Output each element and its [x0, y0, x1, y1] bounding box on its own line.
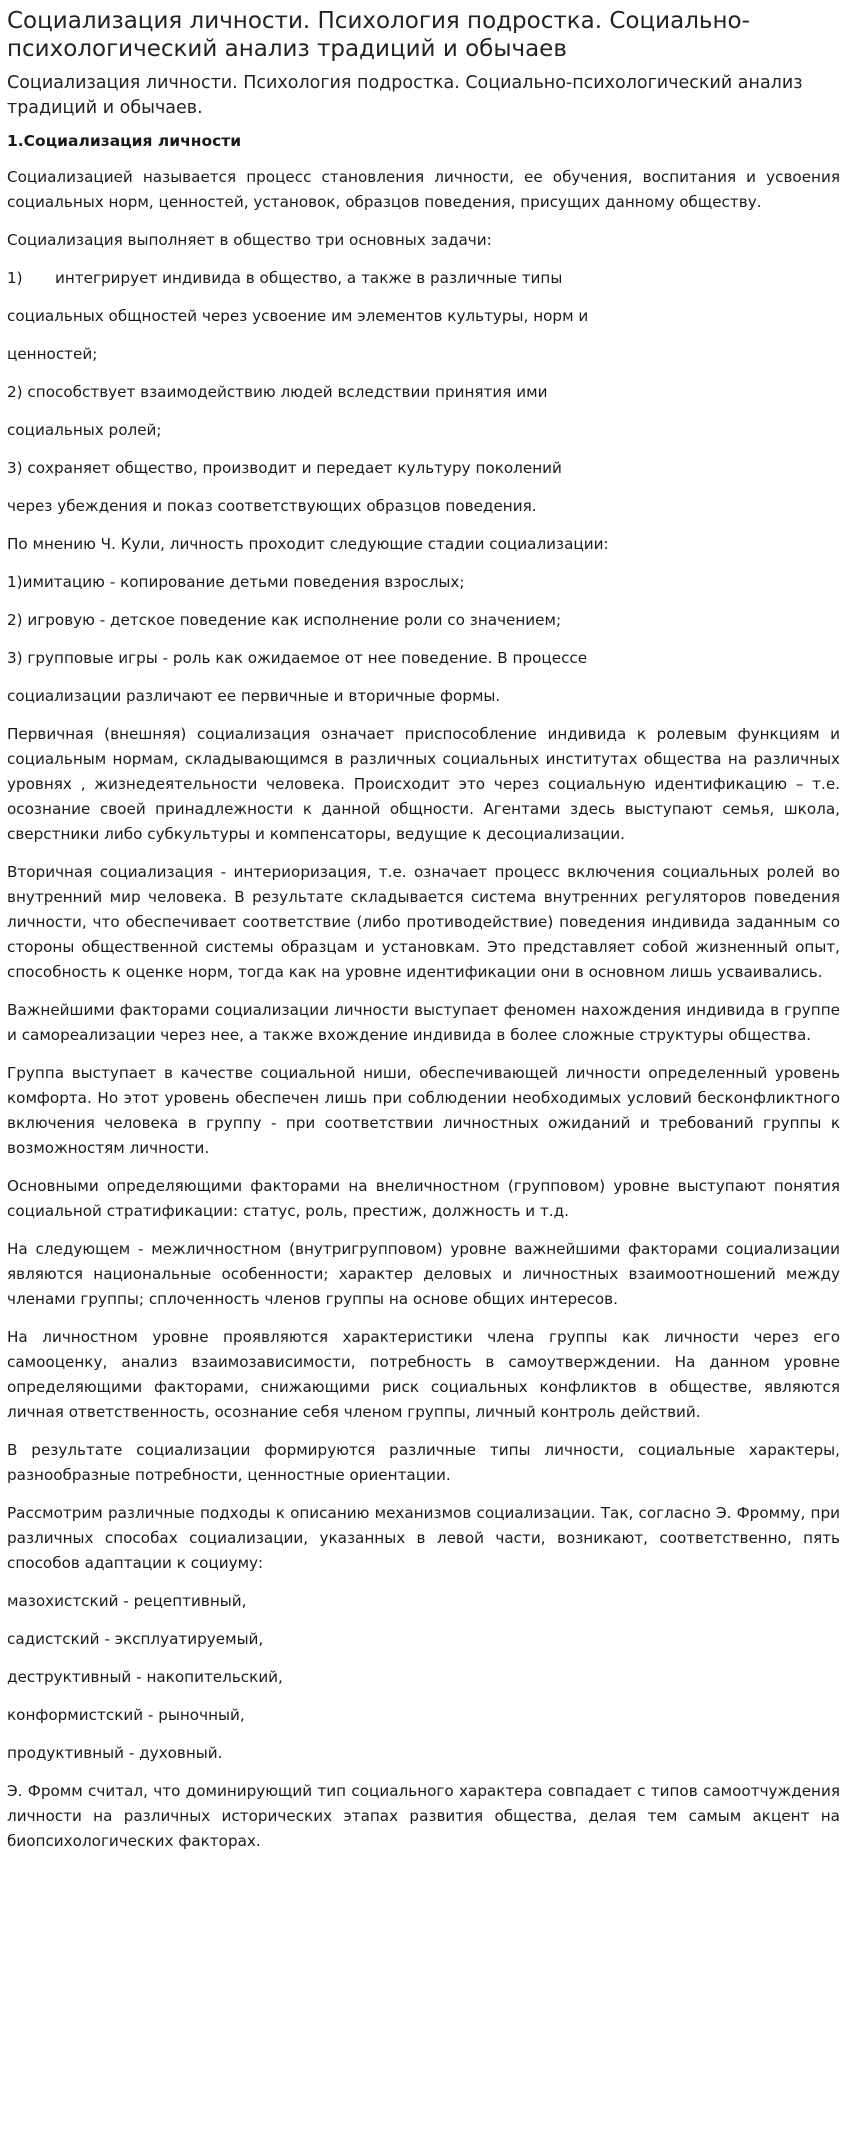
list-item — [7, 266, 840, 291]
text-line: продуктивный - духовный. — [7, 1744, 223, 1762]
text-line: социальных общностей через усвоение им элементов культуры, норм и — [7, 307, 589, 325]
paragraph: Вторичная социализация - интериоризация, т.е. означает процесс включения социальных ролей во внутренний мир человека. В результате складывается система внутренних регуляторов поведения личности, что обеспечивает соответствие (либо противодействие) поведения индивида заданным со стороны общественной системы образцам и установкам. Это представляет собой жизненный опыт, способность к оценке норм, тогда как на уровне идентификации они в основном лишь усваивались. — [7, 863, 840, 981]
text-line: 1)имитацию - копирование детьми поведения взрослых; — [7, 573, 465, 591]
paragraph: Важнейшими факторами социализации личности выступает феномен нахождения индивида в группе и самореализации через нее, а также вхождение индивида в более сложные структуры общества. — [7, 1001, 840, 1044]
text-line: социализации различают ее первичные и вторичные формы. — [7, 687, 501, 705]
paragraph: Основными определяющими факторами на внеличностном (групповом) уровне выступают понятия социальной стратификации: статус, роль, престиж, должность и т.д. — [7, 1177, 840, 1220]
text-line: 3) групповые игры - роль как ожидаемое от нее поведение. В процессе — [7, 649, 588, 667]
section-heading: 1.Социализация личности — [7, 132, 242, 150]
text-line: социальных ролей; — [7, 421, 162, 439]
text-line: Социализация выполняет в общество три основных задачи: — [7, 231, 492, 249]
paragraph: Э. Фромм считал, что доминирующий тип социального характера совпадает с типов самоотчуждения личности на различных исторических этапах развития общества, делая тем самым акцент на биопсихологических факторах. — [7, 1782, 840, 1850]
article-subtitle: Социализация личности. Психология подростка. Социально-психологический анализ традиций и обычаев. — [7, 73, 803, 118]
text-line: через убеждения и показ соответствующих образцов поведения. — [7, 497, 537, 515]
text-line: садистский - эксплуатируемый, — [7, 1630, 264, 1648]
page-title: Социализация личности. Психология подростка. Социально-психологический анализ традиций и обычаев — [7, 8, 750, 62]
paragraph: На личностном уровне проявляются характеристики члена группы как личности через его самооценку, анализ взаимозависимости, потребность в самоутверждении. На данном уровне определяющими факторами, снижающими риск социальных конфликтов в обществе, являются личная ответственность, осознание себя членом группы, личный контроль действий. — [7, 1328, 840, 1421]
paragraph: На следующем - межличностном (внутригрупповом) уровне важнейшими факторами социализации являются национальные особенности; характер деловых и личностных взаимоотношений между членами группы; сплоченность членов группы на основе общих интересов. — [7, 1240, 840, 1308]
paragraph: Рассмотрим различные подходы к описанию механизмов социализации. Так, согласно Э. Фромму, при различных способах социализации, указанных в левой части, возникают, соответственно, пять способов адаптации к социуму: — [7, 1504, 840, 1572]
text-line: 3) сохраняет общество, производит и передает культуру поколений — [7, 459, 562, 477]
list-item-number: 1) — [7, 269, 23, 287]
paragraph: Социализацией называется процесс становления личности, ее обучения, воспитания и усвоения социальных норм, ценностей, установок, образцов поведения, присущих данному обществу. — [7, 168, 840, 211]
text-line: 2) игровую - детское поведение как исполнение роли со значением; — [7, 611, 562, 629]
text-line: По мнению Ч. Кули, личность проходит следующие стадии социализации: — [7, 535, 609, 553]
text-line: конформистский - рыночный, — [7, 1706, 245, 1724]
text-line: 2) способствует взаимодействию людей вследствии принятия ими — [7, 383, 548, 401]
list-item-text: интегрирует индивида в общество, а также в различные типы — [55, 269, 563, 287]
article-body — [7, 165, 840, 1854]
text-line: деструктивный - накопительский, — [7, 1668, 283, 1686]
paragraph: Группа выступает в качестве социальной ниши, обеспечивающей личности определенный уровень комфорта. Но этот уровень обеспечен лишь при соблюдении необходимых условий бесконфликтного включения человека в группу - при соответствии личностных ожиданий и требований группы к возможностям личности. — [7, 1064, 840, 1157]
paragraph: Первичная (внешняя) социализация означает приспособление индивида к ролевым функциям и социальным нормам, складывающимся в различных социальных институтах общества на различных уровнях , жизнедеятельности человека. Происходит это через социальную идентификацию – т.е. осознание своей принадлежности к данной общности. Агентами здесь выступают семья, школа, сверстники либо субкультуры и компенсаторы, ведущие к десоциализации. — [7, 725, 840, 843]
text-line: ценностей; — [7, 345, 98, 363]
text-line: мазохистский - рецептивный, — [7, 1592, 247, 1610]
paragraph: В результате социализации формируются различные типы личности, социальные характеры, разнообразные потребности, ценностные ориентации. — [7, 1441, 840, 1484]
